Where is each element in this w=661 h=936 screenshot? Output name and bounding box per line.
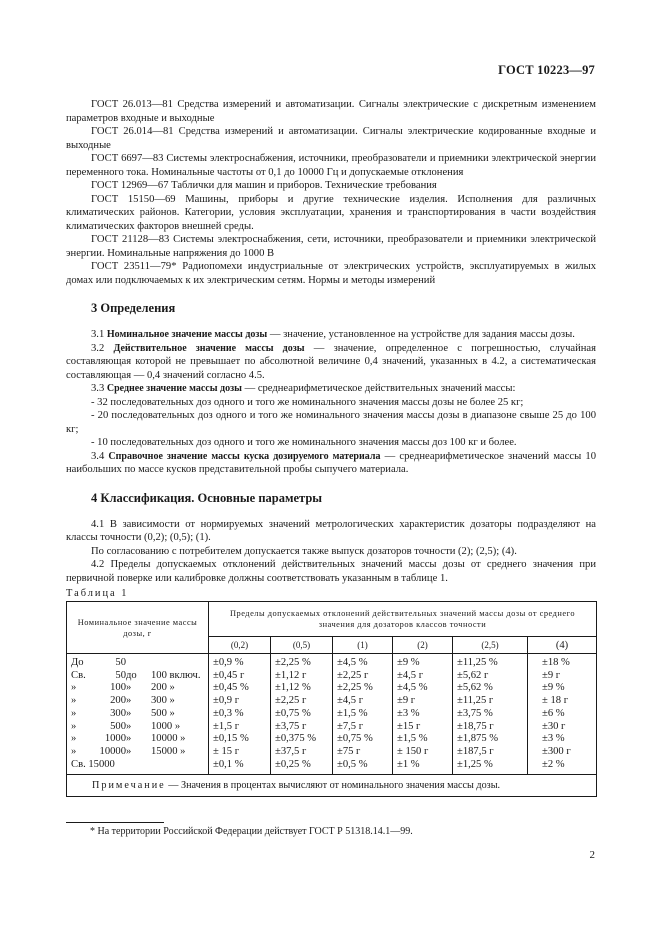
note-label: Примечание [92, 780, 166, 792]
reference-item: ГОСТ 23511—79* Радиопомехи индустриальные от электрических устройств, эксплуатируемых в жилых домах или подключаемых к их электрическим сетям. Нормы и методы измерений [66, 261, 596, 286]
range-part: 200 [110, 695, 126, 707]
reference-item: ГОСТ 21128—83 Системы электроснабжения, сети, источники, преобразователи и приемники электрической энергии. Номинальные напряжения до 1000 В [66, 234, 596, 259]
tolerance-value: ±0,375 % [275, 733, 317, 745]
definition-3-3 [66, 382, 596, 396]
paragraph-4-1: 4.1 В зависимости от нормируемых значений метрологических характеристик дозаторы подразделяют на классы точности (0,2); (0,5); (1). [66, 518, 596, 543]
tolerance-value: ±6 % [542, 707, 565, 719]
tolerance-value: ±1,5 % [337, 707, 368, 719]
body-text [66, 98, 596, 797]
range-part: 15000 » [151, 745, 186, 757]
tolerance-value: ±11,25 % [457, 657, 498, 668]
tolerance-value: ±7,5 г [337, 720, 364, 732]
footnote-rule [66, 822, 164, 823]
tolerance-value: ±0,45 г [213, 669, 245, 681]
class-column [453, 654, 528, 775]
nominal-mass-range [71, 721, 204, 734]
range-part: 50 [115, 657, 126, 668]
range-part: » [71, 695, 77, 707]
tolerance-value: ±300 г [542, 745, 571, 757]
paragraph-4-1-addendum: По согласованию с потребителем допускается также выпуск дозаторов точности (2); (2,5); (4). [91, 545, 517, 557]
tolerance-value: ±0,25 % [275, 758, 311, 770]
class-column [271, 654, 333, 775]
nominal-mass-range [71, 670, 204, 683]
range-part: 10000 [99, 745, 126, 757]
tolerance-value: ±0,9 % [213, 657, 244, 668]
range-part: 200 » [151, 682, 175, 694]
tolerance-value: ±37,5 г [275, 745, 307, 757]
note-text: — Значения в процентах вычисляют от номинального значения массы дозы. [165, 780, 501, 792]
range-part: » [71, 707, 77, 719]
class-header: (2) [393, 637, 453, 654]
definition-number: 3.2 [91, 342, 114, 354]
range-part: 300 [110, 707, 126, 719]
tolerance-value: ±2 % [542, 758, 565, 770]
tolerance-value: ±2,25 г [337, 669, 369, 681]
column-group-header: Пределы допускаемых отклонений действительных значений массы дозы от среднего значения для дозаторов классов точности [209, 602, 597, 637]
tolerance-value: ±1,25 % [457, 758, 493, 770]
definition-3-1 [66, 328, 596, 342]
tolerance-value: ±3,75 г [275, 720, 307, 732]
tolerance-value: ±11,25 г [457, 695, 494, 707]
class-column [333, 654, 393, 775]
definition-number: 3.4 [91, 450, 109, 462]
tolerance-value: ±75 г [337, 745, 361, 757]
class-header: (0,2) [209, 637, 271, 654]
class-header: (4) [528, 637, 597, 654]
list-item: - 20 последовательных доз одного и того же номинального значения массы дозы в диапазоне свыше 25 до 100 кг; [66, 410, 596, 435]
table-caption: Таблица 1 [66, 588, 129, 599]
tolerance-value: ±3,75 % [457, 707, 493, 719]
range-part: 100 включ. [151, 669, 201, 681]
definition-3-4 [66, 450, 596, 477]
range-part: 1000 [104, 733, 126, 745]
range-part: Св. 15000 [71, 758, 115, 770]
range-part: » [126, 733, 132, 745]
tolerance-value: ±0,1 % [213, 758, 244, 770]
definition-text: — значение, определенное с погрешностью, случайная составляющая которой не превышает по абсолютной величине 0,4 значений, указанных в 4.2, а систематическая составляющая — 0,4 значений согласно 4.5. [66, 342, 597, 381]
range-part: » [126, 695, 132, 707]
tolerance-value: ±1,5 г [213, 720, 240, 732]
range-part: » [71, 733, 77, 745]
list-item: - 10 последовательных доз одного и того же номинального значения массы доз 100 кг и более. [91, 437, 517, 448]
class-header: (1) [333, 637, 393, 654]
range-part: 50 [115, 669, 126, 681]
tolerance-value: ±0,3 % [213, 707, 244, 719]
list-item: - 32 последовательных доз одного и того же номинального значения массы дозы не более 25 кг; [91, 396, 524, 408]
definition-term: Действительное значение массы дозы [113, 342, 305, 354]
nominal-mass-range [71, 759, 204, 772]
tolerance-value: ±4,5 г [397, 669, 424, 681]
reference-item: ГОСТ 26.014—81 Средства измерений и автоматизации. Сигналы электрические кодированные входные и выходные [66, 126, 596, 151]
class-column [209, 654, 271, 775]
tolerance-value: ±4,5 % [397, 682, 428, 694]
tolerance-value: ±3 % [542, 733, 565, 745]
tolerance-value: ±18,75 г [457, 720, 494, 732]
range-part: До [71, 657, 84, 668]
tolerance-value: ±9 г [542, 669, 561, 681]
reference-item: ГОСТ 26.013—81 Средства измерений и автоматизации. Сигналы электрические с дискретным изменением параметров входные и выходные [66, 99, 596, 124]
tolerance-value: ±1,875 % [457, 733, 499, 745]
section-3-heading: 3 Определения [91, 301, 176, 315]
reference-item: ГОСТ 12969—67 Таблички для машин и приборов. Технические требования [91, 180, 437, 191]
nominal-mass-range [71, 695, 204, 708]
tolerance-value: ± 150 г [397, 745, 429, 757]
tolerance-value: ±9 г [397, 695, 416, 707]
range-part: » [71, 720, 77, 732]
reference-item: ГОСТ 15150—69 Машины, приборы и другие технические изделия. Исполнения для различных климатических районов. Категории, условия эксплуатации, хранения и транспортирования в части воздействия климатических факторов внешней среды. [66, 193, 596, 232]
tolerance-value: ±187,5 г [457, 745, 494, 757]
tolerance-value: ±2,25 % [337, 682, 373, 694]
definition-term: Справочное значение массы куска дозируемого материала [108, 450, 381, 462]
tolerance-value: ±1 % [397, 758, 420, 770]
tolerance-value: ±15 г [397, 720, 421, 732]
tolerance-value: ±1,12 г [275, 669, 307, 681]
range-part: 500 » [151, 707, 175, 719]
nominal-mass-column [67, 654, 209, 775]
class-header: (2,5) [453, 637, 528, 654]
page-number: 2 [589, 849, 595, 861]
definition-term: Номинальное значение массы дозы [106, 329, 268, 340]
definition-number: 3.3 [91, 383, 107, 394]
tolerance-value: ±9 % [397, 657, 420, 668]
tolerance-value: ±0,9 г [213, 695, 240, 707]
range-part: до [126, 669, 137, 681]
tolerance-value: ±0,75 % [275, 707, 311, 719]
range-part: » [126, 682, 132, 694]
definition-3-2 [66, 342, 596, 383]
range-part: 500 [110, 720, 126, 732]
nominal-mass-range [71, 733, 204, 746]
reference-item: ГОСТ 6697—83 Системы электроснабжения, источники, преобразователи и приемники электрической энергии переменного тока. Номинальные частоты от 0,1 до 10000 Гц и допускаемые отклонения [66, 153, 596, 178]
tolerance-value: ±2,25 % [275, 657, 311, 668]
range-part: » [126, 745, 132, 757]
range-part: 100 [110, 682, 126, 694]
definition-term: Среднее значение массы дозы [106, 383, 242, 394]
tolerance-value: ±5,62 г [457, 669, 489, 681]
paragraph-4-2: 4.2 Пределы допускаемых отклонений действительных значений массы дозы от среднего значения при первичной поверке или калибровке должны соответствовать указанным в таблице 1. [66, 559, 596, 584]
tolerance-value: ±18 % [542, 657, 570, 668]
tolerance-value: ±4,5 г [337, 695, 364, 707]
definition-text: — среднеарифметическое значений массы 10 наибольших по массе кусков представительной пробы сыпучего материала. [66, 450, 596, 475]
definition-text: — значение, установленное на устройстве для задания массы дозы. [267, 329, 575, 340]
range-part: » [126, 707, 132, 719]
class-header: (0,5) [271, 637, 333, 654]
class-column [528, 654, 597, 775]
range-part: » [71, 745, 77, 757]
class-column [393, 654, 453, 775]
definition-text: — среднеарифметическое действительных значений массы: [241, 383, 516, 394]
range-part: » [71, 682, 77, 694]
tolerance-table [66, 601, 597, 797]
tolerance-value: ±1,5 % [397, 733, 428, 745]
nominal-mass-range [71, 682, 204, 695]
tolerance-value: ±1,12 % [275, 682, 311, 694]
tolerance-value: ±5,62 % [457, 682, 493, 694]
tolerance-value: ±0,5 % [337, 758, 368, 770]
nominal-mass-range [71, 708, 204, 721]
tolerance-value: ± 18 г [542, 695, 569, 707]
table-note [67, 775, 597, 797]
tolerance-value: ± 15 г [213, 745, 240, 757]
footnote: * На территории Российской Федерации действует ГОСТ Р 51318.14.1—99. [90, 826, 413, 837]
nominal-mass-range [71, 657, 204, 670]
definition-number: 3.1 [91, 329, 107, 340]
tolerance-value: ±0,75 % [337, 733, 373, 745]
document-code: ГОСТ 10223—97 [498, 63, 595, 77]
range-part: » [126, 720, 132, 732]
tolerance-value: ±0,45 % [213, 682, 249, 694]
tolerance-value: ±30 г [542, 720, 566, 732]
tolerance-value: ±9 % [542, 682, 565, 694]
tolerance-value: ±4,5 % [337, 657, 368, 668]
tolerance-value: ±3 % [397, 707, 420, 719]
range-part: 10000 » [151, 733, 186, 745]
section-4-heading: 4 Классификация. Основные параметры [91, 490, 323, 505]
column-header-nominal-mass: Номинальное значение массы дозы, г [67, 602, 209, 654]
range-part: 300 » [151, 695, 175, 707]
nominal-mass-range [71, 746, 204, 759]
range-part: 1000 » [151, 720, 181, 732]
tolerance-value: ±0,15 % [213, 733, 249, 745]
tolerance-value: ±2,25 г [275, 695, 307, 707]
range-part: Св. [71, 669, 86, 681]
